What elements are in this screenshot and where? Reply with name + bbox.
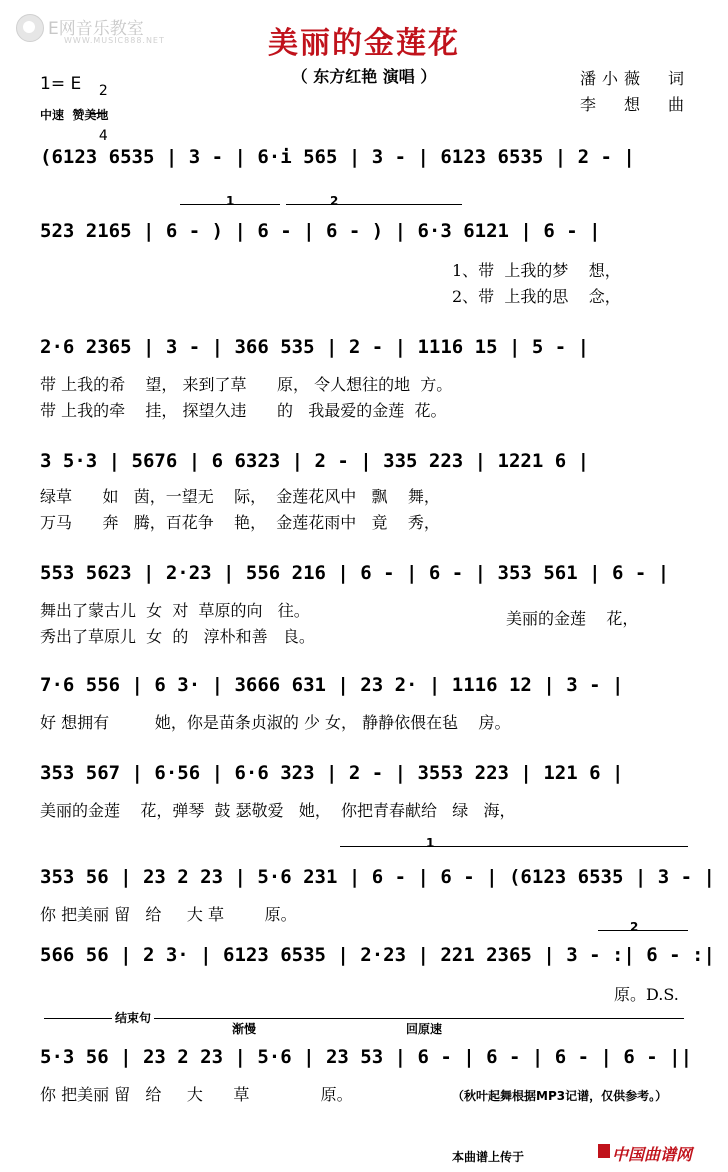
transcription-note: （秋叶起舞根据MP3记谱，仅供参考。） <box>452 1089 668 1103</box>
site-logo-icon <box>598 1144 610 1158</box>
lyric-row-5-verse-1: 舞出了蒙古儿 女 对 草原的向 往。 <box>40 601 310 620</box>
lyric-row-3-verse-2: 带 上我的牵 挂， 探望久违 的 我最爱的金莲 花。 <box>40 401 447 420</box>
watermark-text: E网音乐教室 <box>48 19 144 39</box>
lyric-row-8: 你 把美丽 留 给 大 草 原。 <box>40 905 297 924</box>
tempo-marking: 中速 赞美地 <box>40 108 109 122</box>
performer: （ 东方红艳 演唱 ） <box>291 67 437 86</box>
lyric-row-7: 美丽的金莲 花，弹琴 鼓 瑟敬爱 她， 你把青春献给 绿 海， <box>40 801 516 820</box>
lyric-row-9: 原。D.S. <box>614 985 679 1004</box>
song-title: 美丽的金莲花 <box>268 26 460 61</box>
lyric-row-3-verse-1: 带 上我的希 望， 来到了草 原， 令人想往的地 方。 <box>40 375 453 394</box>
score-row-1: (6123 6535 | 3 - | 6·i 565 | 3 - | 6123 6535 | 2 - | <box>40 146 635 168</box>
score-row-5: 553 5623 | 2·23 | 556 216 | 6 - | 6 - | 353 561 | 6 - | <box>40 562 670 584</box>
lyric-row-4-verse-1: 绿草 如 茵，一望无 际， 金莲花风中 飘 舞， <box>40 487 440 506</box>
volta-label-2: 2 <box>330 194 339 208</box>
lyric-row-2-verse-2: 2、带 上我的思 念， <box>452 287 621 306</box>
lyric-row-5-refrain: 美丽的金莲 花， <box>506 609 639 628</box>
lyric-row-2-verse-1: 1、带 上我的梦 想， <box>452 261 621 280</box>
score-row-2: 523 2165 | 6 - ) | 6 - | 6 - ) | 6·3 6121 | 6 - | <box>40 220 601 242</box>
lyric-row-4-verse-2: 万马 奔 腾，百花争 艳， 金莲花雨中 竟 秀， <box>40 513 440 532</box>
time-denominator: 4 <box>98 128 108 144</box>
watermark-url: WWW.MUSIC888.NET <box>64 36 165 45</box>
volta-label-2-ending: 2 <box>630 920 639 934</box>
volta-bracket-1-repeat <box>340 846 688 847</box>
composer: 李 想 曲 <box>580 95 691 114</box>
score-row-6: 7·6 556 | 6 3· | 3666 631 | 23 2· | 1116 12 | 3 - | <box>40 674 624 696</box>
lyricist: 潘小薇 词 <box>580 69 691 88</box>
score-row-4: 3 5·3 | 5676 | 6 6323 | 2 - | 335 223 | 1221 6 | <box>40 450 590 472</box>
a-tempo-label: 回原速 <box>406 1022 443 1036</box>
volta-bracket-2 <box>286 204 462 205</box>
volta-label-1: 1 <box>226 194 235 208</box>
lyric-row-6: 好 想拥有 她，你是苗条贞淑的 少 女， 静静依偎在毡 房。 <box>40 713 511 732</box>
coda-label: 结束句 <box>112 1009 154 1026</box>
volta-bracket-2-ending <box>598 930 688 931</box>
time-numerator: 2 <box>98 83 108 99</box>
footer-upload-text: 本曲谱上传于 <box>452 1150 525 1164</box>
lyric-row-10: 你 把美丽 留 给 大 草 原。 <box>40 1085 353 1104</box>
ritardando-label: 渐慢 <box>232 1022 257 1036</box>
score-row-8: 353 56 | 23 2 23 | 5·6 231 | 6 - | 6 - | (6123 6535 | 3 - | <box>40 866 715 888</box>
lyric-row-5-verse-2: 秀出了草原儿 女 的 淳朴和善 良。 <box>40 627 315 646</box>
score-row-3: 2·6 2365 | 3 - | 366 535 | 2 - | 1116 15 | 5 - | <box>40 336 590 358</box>
score-row-7: 353 567 | 6·56 | 6·6 323 | 2 - | 3553 223 | 121 6 | <box>40 762 624 784</box>
volta-label-1-repeat: 1 <box>426 836 435 850</box>
footer-site-logo: 中国曲谱网 <box>612 1145 693 1164</box>
score-row-10: 5·3 56 | 23 2 23 | 5·6 | 23 53 | 6 - | 6 - | 6 - | 6 - || <box>40 1046 693 1068</box>
key-signature: 1= E <box>40 74 82 94</box>
score-row-9: 566 56 | 2 3· | 6123 6535 | 2·23 | 221 2365 | 3 - :| 6 - :| <box>40 944 715 966</box>
